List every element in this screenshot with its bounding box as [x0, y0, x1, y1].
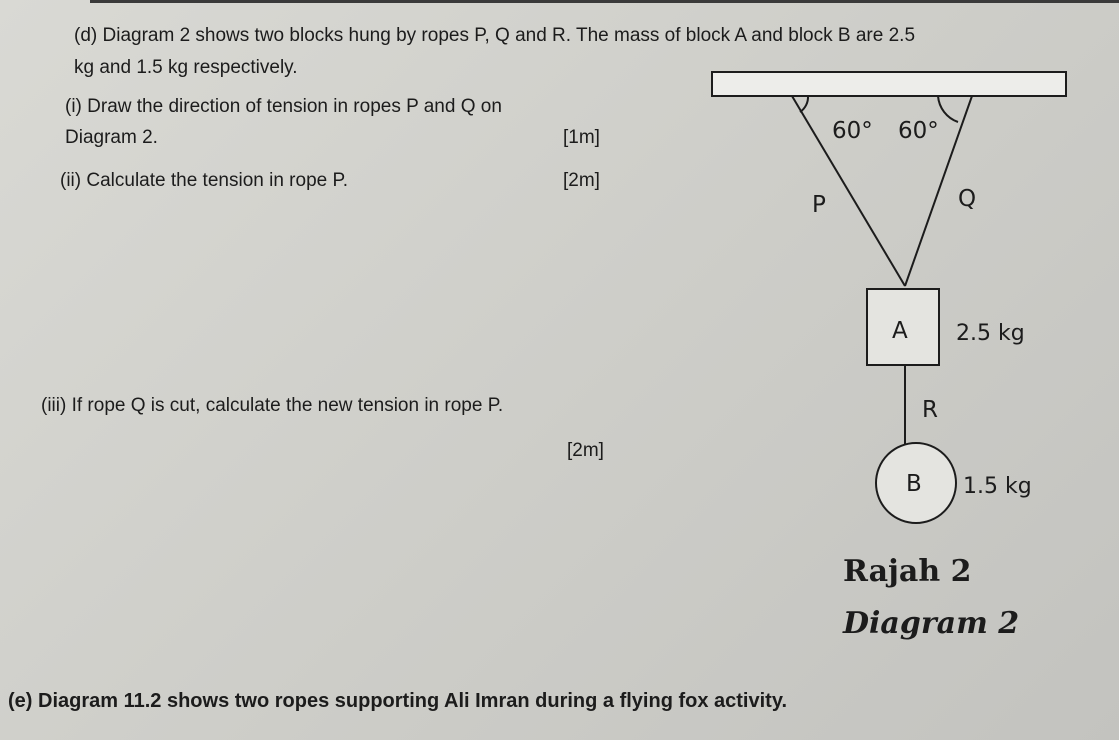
part-i-line1: (i) Draw the direction of tension in ropes P and Q on	[65, 96, 502, 117]
block-b-label: B	[906, 471, 922, 497]
part-i-line2: Diagram 2.	[65, 127, 158, 148]
block-a-mass: 2.5 kg	[956, 321, 1025, 346]
rope-r-label: R	[922, 397, 938, 423]
part-iii-marks: [2m]	[567, 440, 604, 461]
block-b-mass: 1.5 kg	[963, 474, 1032, 499]
question-d-intro-line1: (d) Diagram 2 shows two blocks hung by ropes P, Q and R. The mass of block A and block B are 2.5	[74, 25, 916, 46]
rope-p-label: P	[812, 192, 826, 218]
caption-english: Diagram 2	[843, 606, 1020, 641]
rope-q-label: Q	[958, 186, 977, 212]
part-ii-marks: [2m]	[563, 170, 600, 191]
ceiling-support	[712, 72, 1066, 96]
question-d-intro-line2: kg and 1.5 kg respectively.	[74, 57, 298, 78]
part-i-marks: [1m]	[563, 127, 600, 148]
angle-right-label: 60°	[898, 118, 939, 144]
angle-left-label: 60°	[832, 118, 873, 144]
angle-arc-right	[938, 96, 958, 122]
block-a-label: A	[892, 318, 908, 344]
part-ii-text: (ii) Calculate the tension in rope P.	[60, 170, 348, 191]
question-e-text: (e) Diagram 11.2 shows two ropes supporting Ali Imran during a flying fox activity.	[8, 690, 788, 712]
page-top-rule	[90, 0, 1119, 3]
caption-malay: Rajah 2	[843, 554, 972, 589]
part-iii-text: (iii) If rope Q is cut, calculate the new tension in rope P.	[41, 395, 504, 416]
force-diagram	[700, 60, 1080, 530]
